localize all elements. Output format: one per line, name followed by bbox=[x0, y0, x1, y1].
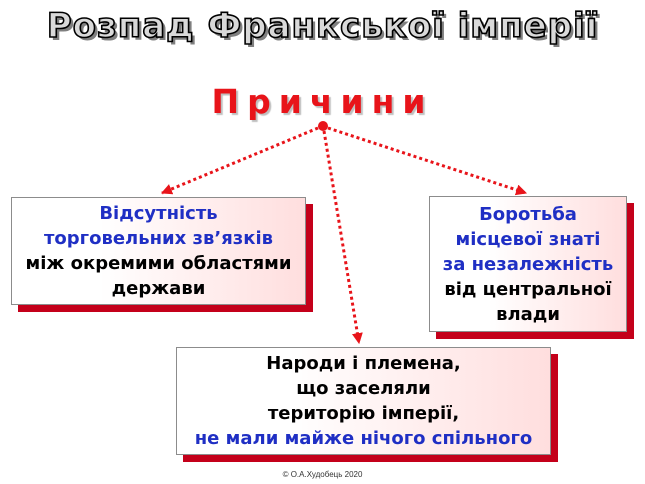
cause-text-line: торговельних зв’язків bbox=[43, 228, 274, 249]
cause-text-line: Боротьба bbox=[479, 203, 577, 225]
causes-heading: Причини bbox=[211, 82, 434, 121]
cause-text-line: Народи і племена, bbox=[266, 353, 461, 374]
cause-text-line: не мали майже нічого спільного bbox=[194, 428, 533, 449]
cause-text-line: влади bbox=[496, 303, 560, 325]
slide-title: Розпад Франкської імперії bbox=[46, 6, 599, 46]
arrow-to-left-cause bbox=[162, 128, 318, 193]
copyright-notice: © О.А.Худобець 2020 bbox=[282, 470, 363, 479]
cause-text-line: від центральної bbox=[444, 278, 612, 300]
origin-dot bbox=[318, 121, 328, 131]
cause-text-line: держави bbox=[111, 278, 206, 299]
cause-text-line: Відсутність bbox=[99, 203, 218, 224]
cause-box-peoples bbox=[176, 347, 551, 455]
arrow-to-center-cause bbox=[324, 131, 359, 343]
arrow-to-right-cause bbox=[328, 128, 526, 193]
cause-text-line: між окремими областями bbox=[25, 253, 292, 274]
cause-text-line: територію імперії, bbox=[267, 403, 460, 424]
cause-box-nobility bbox=[429, 196, 627, 332]
cause-box-trade bbox=[11, 197, 306, 305]
cause-text-line: місцевої знаті bbox=[455, 228, 601, 250]
cause-text-line: що заселяли bbox=[296, 378, 431, 399]
cause-text-line: за незалежність bbox=[442, 253, 614, 275]
